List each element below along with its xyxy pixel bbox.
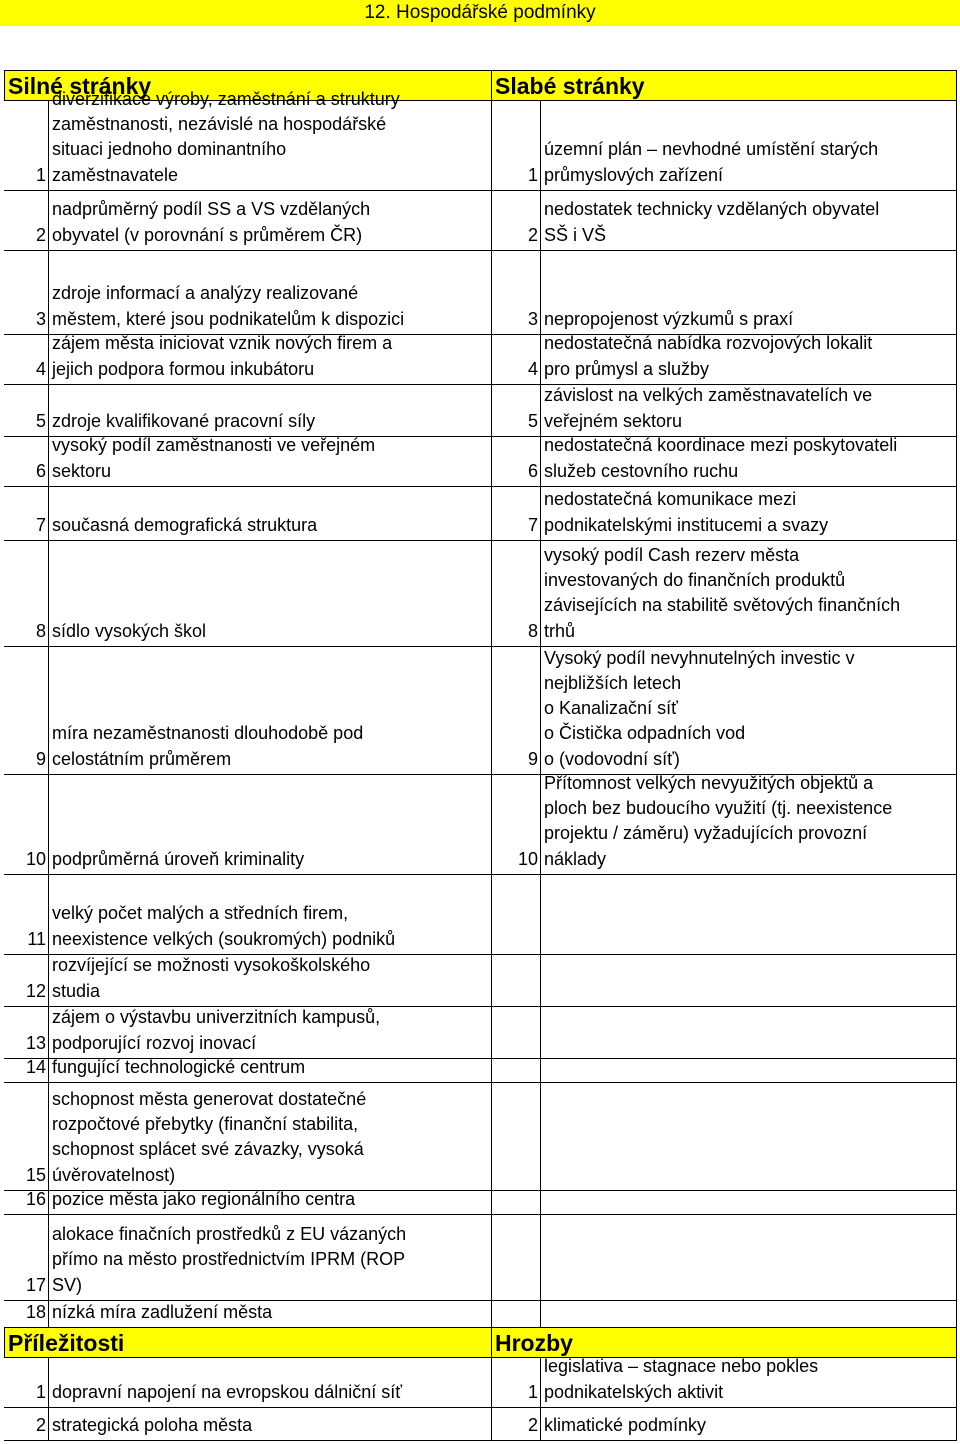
column-divider: [48, 1059, 49, 1083]
row-text: závislost na velkých zaměstnavatelích ve veřejném sektoru: [544, 385, 873, 431]
column-divider: [48, 1301, 49, 1328]
row-text: legislativa – stagnace nebo pokles podnikatelských aktivit: [544, 1356, 819, 1402]
column-divider: [540, 385, 541, 437]
row-text: zájem o výstavbu univerzitních kampusů, podporující rozvoj inovací: [52, 1007, 381, 1053]
column-divider: [48, 385, 49, 437]
row-text: rozvíjející se možnosti vysokoškolského studia: [52, 955, 371, 1001]
row-number: 11: [27, 928, 46, 949]
row-text: strategická poloha města: [52, 1414, 253, 1435]
table-row: [4, 1190, 956, 1215]
column-divider: [540, 955, 541, 1007]
column-divider: [540, 1215, 541, 1301]
row-text: nedostatečná koordinace mezi poskytovateli služeb cestovního ruchu: [544, 435, 898, 481]
row-text: územní plán – nevhodné umístění starých průmyslových zařízení: [544, 139, 879, 185]
column-divider: [491, 1059, 492, 1083]
row-number: 2: [527, 224, 538, 245]
row-text: diverzifikace výroby, zaměstnání a struktury zaměstnanosti, nezávislé na hospodářské situaci jednoho dominantního zaměstnavatele: [52, 88, 400, 185]
row-text: míra nezaměstnanosti dlouhodobě pod celostátním průměrem: [52, 723, 364, 769]
row-number: 9: [35, 748, 46, 769]
table-row: [4, 540, 956, 647]
row-text: velký počet malých a středních firem, neexistence velkých (soukromých) podniků: [52, 903, 396, 949]
column-divider: [540, 1191, 541, 1215]
column-divider: [540, 1059, 541, 1083]
row-text: zdroje informací a analýzy realizované městem, které jsou podnikatelům k dispozici: [52, 283, 405, 329]
column-divider: [540, 487, 541, 541]
column-divider: [540, 775, 541, 875]
table-row: [4, 874, 956, 955]
column-divider: [491, 191, 492, 251]
table-row: [4, 774, 956, 875]
row-number: 1: [35, 1381, 46, 1402]
table-row: [4, 1357, 956, 1408]
row-text: nepropojenost výzkumů s praxí: [544, 308, 794, 329]
opportunities-header: Příležitosti: [4, 1328, 491, 1358]
row-text: podprůměrná úroveň kriminality: [52, 848, 305, 869]
row-text: pozice města jako regionálního centra: [52, 1188, 356, 1209]
row-number: 2: [35, 1414, 46, 1435]
row-text: nedostatečná komunikace mezi podnikatelskými institucemi a svazy: [544, 489, 829, 535]
column-divider: [491, 775, 492, 875]
column-divider: [491, 1301, 492, 1328]
table-row: [4, 250, 956, 335]
column-divider: [48, 775, 49, 875]
column-divider: [491, 541, 492, 647]
table-row: [4, 436, 956, 487]
row-text: nedostatečná nabídka rozvojových lokalit pro průmysl a služby: [544, 333, 873, 379]
column-divider: [540, 647, 541, 775]
table-row: [4, 190, 956, 251]
table-row: [4, 954, 956, 1007]
column-divider: [491, 955, 492, 1007]
row-text: nadprůměrný podíl SS a VS vzdělaných obyvatel (v porovnání s průměrem ČR): [52, 199, 371, 245]
row-text: vysoký podíl zaměstnanosti ve veřejném sektoru: [52, 435, 376, 481]
table-row: [4, 1006, 956, 1059]
column-divider: [48, 487, 49, 541]
column-divider: [48, 875, 49, 955]
row-number: 10: [25, 848, 46, 869]
column-divider: [491, 385, 492, 437]
row-text: klimatické podmínky: [544, 1414, 707, 1435]
column-divider: [491, 1408, 492, 1441]
weaknesses-header: Slabé stránky: [491, 71, 956, 101]
column-divider: [540, 541, 541, 647]
row-number: 1: [527, 164, 538, 185]
swot-table: [4, 70, 957, 1441]
column-divider: [540, 875, 541, 955]
row-number: 2: [35, 224, 46, 245]
row-number: 15: [25, 1164, 46, 1185]
row-text: nedostatek technicky vzdělaných obyvatel SŠ i VŠ: [544, 199, 880, 245]
row-number: 4: [527, 358, 538, 379]
row-text: zdroje kvalifikované pracovní síly: [52, 410, 316, 431]
column-divider: [491, 1083, 492, 1191]
column-divider: [491, 647, 492, 775]
row-text: vysoký podíl Cash rezerv města investovaných do finančních produktů závisejících na stabilitě světových finančních trhů: [544, 544, 901, 641]
table-row: [4, 1407, 956, 1441]
column-divider: [48, 335, 49, 385]
row-text: dopravní napojení na evropskou dálniční síť: [52, 1381, 402, 1402]
column-divider: [540, 1358, 541, 1408]
row-number: 5: [527, 410, 538, 431]
row-number: 14: [25, 1056, 46, 1077]
column-divider: [491, 1007, 492, 1059]
column-divider: [48, 437, 49, 487]
column-divider: [48, 1408, 49, 1441]
row-number: 13: [25, 1032, 46, 1053]
column-divider: [491, 437, 492, 487]
column-divider: [540, 1007, 541, 1059]
table-row: [4, 1082, 956, 1191]
column-divider: [48, 251, 49, 335]
row-number: 1: [527, 1381, 538, 1402]
column-divider: [540, 1301, 541, 1328]
threats-header: Hrozby: [491, 1328, 956, 1358]
column-divider: [491, 875, 492, 955]
row-number: 8: [35, 620, 46, 641]
row-number: 3: [527, 308, 538, 329]
row-text: alokace finačních prostředků z EU vázaných přímo na město prostřednictvím IPRM (ROP SV): [52, 1224, 407, 1295]
column-divider: [540, 251, 541, 335]
row-number: 9: [527, 748, 538, 769]
row-number: 10: [517, 848, 538, 869]
column-divider: [491, 1215, 492, 1301]
column-divider: [540, 335, 541, 385]
row-text: schopnost města generovat dostatečné rozpočtové přebytky (finanční stabilita, schopnost splácet své závazky, vysoká úvěrovatelnost): [52, 1088, 367, 1185]
row-number: 5: [35, 410, 46, 431]
row-number: 18: [25, 1301, 46, 1322]
table-row: [4, 646, 956, 775]
row-text: nízká míra zadlužení města: [52, 1301, 273, 1322]
column-divider: [491, 1191, 492, 1215]
strengths-header: Silné stránky: [4, 71, 491, 101]
row-text: fungující technologické centrum: [52, 1056, 306, 1077]
column-divider: [48, 647, 49, 775]
column-divider: [48, 191, 49, 251]
row-text: Vysoký podíl nevyhnutelných investic v nejbližších letech o Kanalizační síť o Čistička odpadních vod o (vodovodní síť): [544, 647, 855, 769]
column-divider: [48, 955, 49, 1007]
column-divider: [48, 541, 49, 647]
column-divider: [540, 1083, 541, 1191]
row-number: 7: [527, 514, 538, 535]
row-number: 7: [35, 514, 46, 535]
row-text: Přítomnost velkých nevyužitých objektů a ploch bez budoucího využití (tj. neexistence projektu / záměru) vyžadujících provozní náklady: [544, 772, 893, 869]
row-number: 16: [25, 1188, 46, 1209]
column-divider: [48, 101, 49, 191]
opportunities-threats-header: [4, 1327, 956, 1358]
column-divider: [540, 1408, 541, 1441]
row-text: současná demografická struktura: [52, 514, 318, 535]
table-row: [4, 1214, 956, 1301]
column-divider: [491, 251, 492, 335]
row-number: 12: [25, 980, 46, 1001]
table-row: [4, 1300, 956, 1328]
row-number: 4: [35, 358, 46, 379]
row-number: 17: [25, 1274, 46, 1295]
table-row: [4, 486, 956, 541]
table-row: [4, 88, 956, 191]
row-number: 6: [527, 460, 538, 481]
column-divider: [491, 1358, 492, 1408]
page-title: 12. Hospodářské podmínky: [0, 0, 960, 26]
column-divider: [48, 1358, 49, 1408]
row-text: sídlo vysokých škol: [52, 620, 207, 641]
row-number: 6: [35, 460, 46, 481]
table-row: [4, 1058, 956, 1083]
column-divider: [491, 101, 492, 191]
table-row: [4, 334, 956, 385]
table-row: [4, 384, 956, 437]
row-text: zájem města iniciovat vznik nových firem a jejich podpora formou inkubátoru: [52, 333, 393, 379]
column-divider: [491, 335, 492, 385]
column-divider: [48, 1083, 49, 1191]
column-divider: [540, 191, 541, 251]
column-divider: [48, 1007, 49, 1059]
column-divider: [48, 1191, 49, 1215]
row-number: 1: [35, 164, 46, 185]
row-number: 8: [527, 620, 538, 641]
column-divider: [491, 487, 492, 541]
column-divider: [540, 437, 541, 487]
column-divider: [540, 101, 541, 191]
column-divider: [48, 1215, 49, 1301]
row-number: 3: [35, 308, 46, 329]
row-number: 2: [527, 1414, 538, 1435]
